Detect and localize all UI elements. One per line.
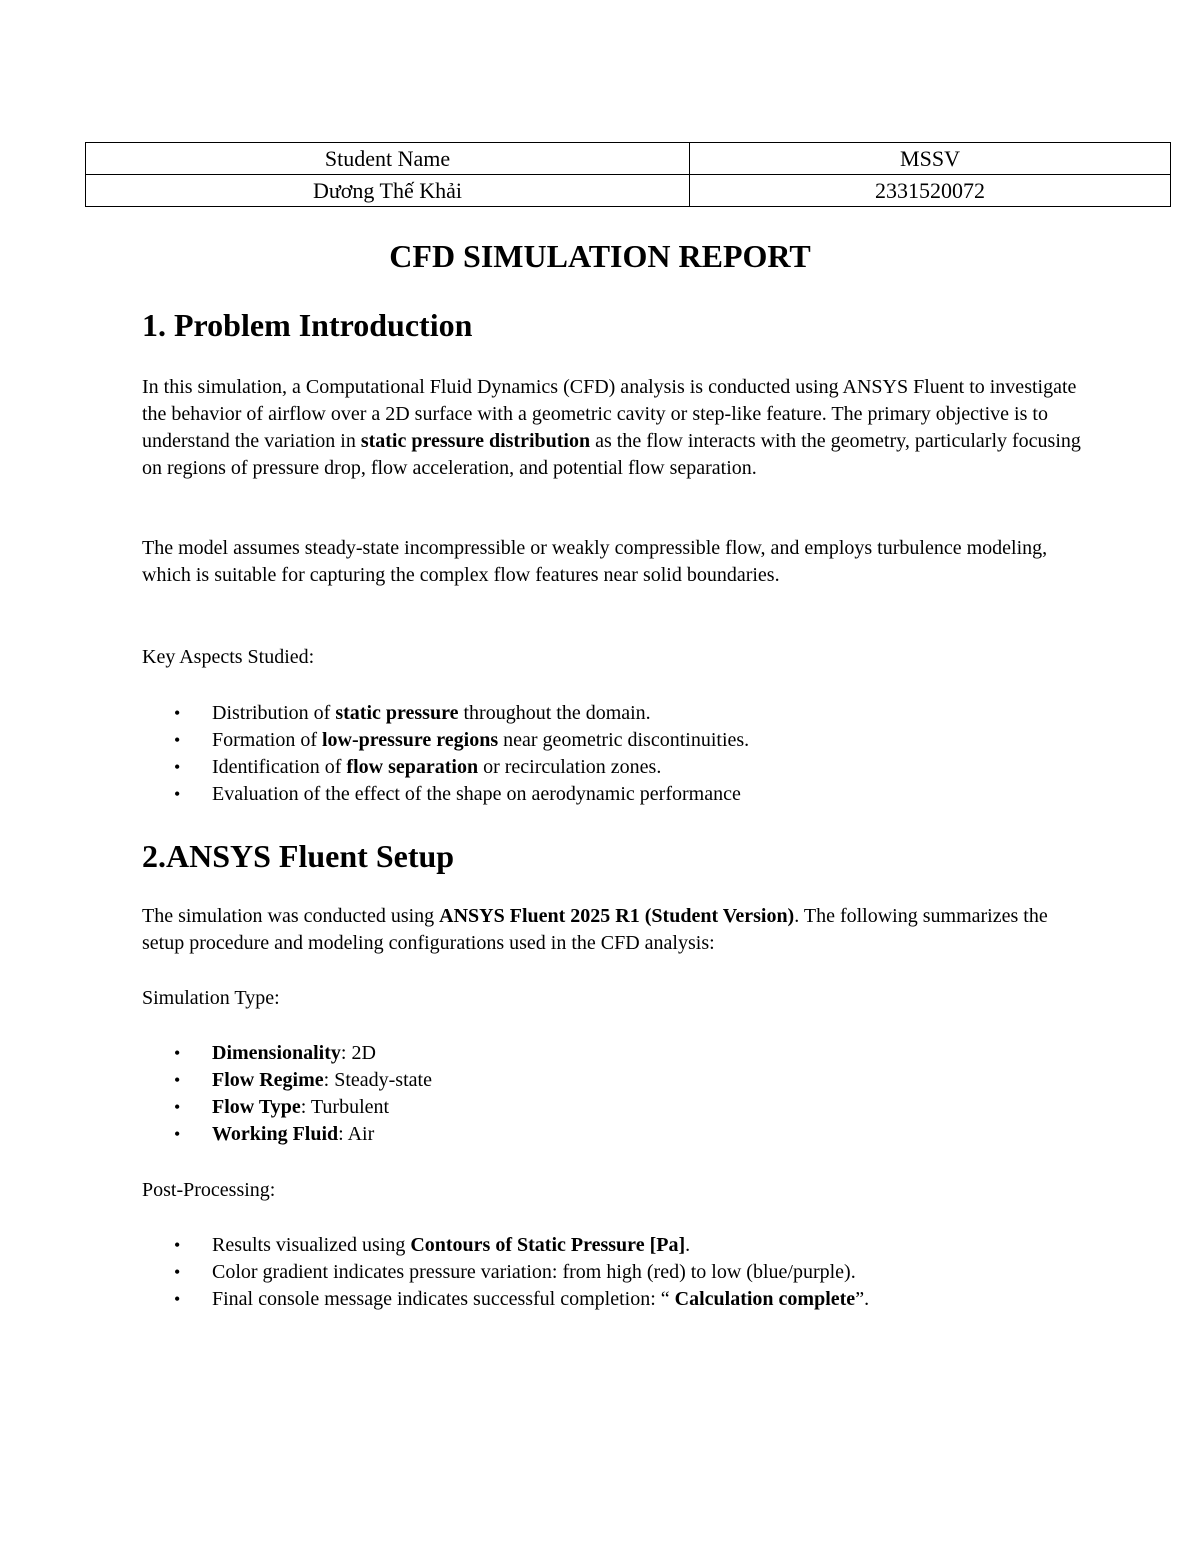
- mssv-value: 2331520072: [690, 175, 1171, 207]
- list-item: • Working Fluid: Air: [142, 1121, 432, 1148]
- bullet-icon: •: [174, 730, 181, 750]
- report-title: CFD SIMULATION REPORT: [389, 238, 811, 274]
- key-aspects-label: Key Aspects Studied:: [142, 646, 315, 668]
- bullet-icon: •: [174, 1124, 181, 1144]
- bullet-icon: •: [174, 757, 181, 777]
- post-processing-list: [142, 1232, 869, 1313]
- post-processing-label: Post-Processing:: [142, 1179, 276, 1201]
- student-info-table: [85, 142, 1171, 207]
- list-item: • Flow Regime: Steady-state: [142, 1067, 432, 1094]
- model-paragraph: The model assumes steady-state incompressible or weakly compressible flow, and employs turbulence modeling, which is suitable for capturing the complex flow features near solid boundaries.: [142, 537, 1048, 586]
- intro-text-a: In this simulation, a Computational Fluid Dynamics (CFD) analysis is conducted using ANSYS Fluent to investigate the behavior of airflow over a 2D surface with a geometric cavity or step-like feature. The primary objective is to understand the variation in: [142, 376, 1077, 452]
- bullet-icon: •: [174, 784, 181, 804]
- setup-intro-paragraph: The simulation was conducted using ANSYS Fluent 2025 R1 (Student Version). The following summarizes the setup procedure and modeling configurations used in the CFD analysis:: [142, 905, 1048, 954]
- simulation-type-label: Simulation Type:: [142, 987, 280, 1009]
- table-row: [86, 175, 1171, 207]
- bullet-icon: •: [174, 1097, 181, 1117]
- bullet-icon: •: [174, 1289, 181, 1309]
- bullet-icon: •: [174, 1070, 181, 1090]
- key-aspects-list: [142, 700, 749, 808]
- list-item: • Distribution of static pressure throughout the domain.: [142, 700, 749, 727]
- simulation-type-list: [142, 1040, 432, 1148]
- section-1-heading: 1. Problem Introduction: [142, 307, 473, 343]
- fluent-version: ANSYS Fluent 2025 R1 (Student Version): [439, 905, 795, 927]
- list-item: • Identification of flow separation or recirculation zones.: [142, 754, 749, 781]
- list-item: • Formation of low-pressure regions near geometric discontinuities.: [142, 727, 749, 754]
- mssv-label: MSSV: [690, 143, 1171, 175]
- list-item: • Final console message indicates successful completion: “ Calculation complete”.: [142, 1286, 869, 1313]
- list-item: • Results visualized using Contours of Static Pressure [Pa].: [142, 1232, 869, 1259]
- section-2-heading: 2.ANSYS Fluent Setup: [142, 838, 455, 874]
- bullet-icon: •: [174, 1262, 181, 1282]
- list-item: • Flow Type: Turbulent: [142, 1094, 432, 1121]
- bullet-icon: •: [174, 1235, 181, 1255]
- list-item: • Color gradient indicates pressure variation: from high (red) to low (blue/purple).: [142, 1259, 869, 1286]
- list-item: • Evaluation of the effect of the shape on aerodynamic performance: [142, 781, 749, 808]
- bullet-icon: •: [174, 703, 181, 723]
- list-item: • Dimensionality: 2D: [142, 1040, 432, 1067]
- intro-paragraph: [142, 374, 1082, 482]
- intro-text-bold: static pressure distribution: [360, 430, 591, 452]
- bullet-icon: •: [174, 1043, 181, 1063]
- student-name-label: Student Name: [86, 143, 690, 175]
- intro-text-c: as the flow interacts with the geometry, particularly focusing on regions of pressure drop, flow acceleration, and potential flow separation.: [142, 430, 1081, 479]
- student-name-value: Dương Thế Khải: [86, 175, 690, 207]
- table-header-row: [86, 143, 1171, 175]
